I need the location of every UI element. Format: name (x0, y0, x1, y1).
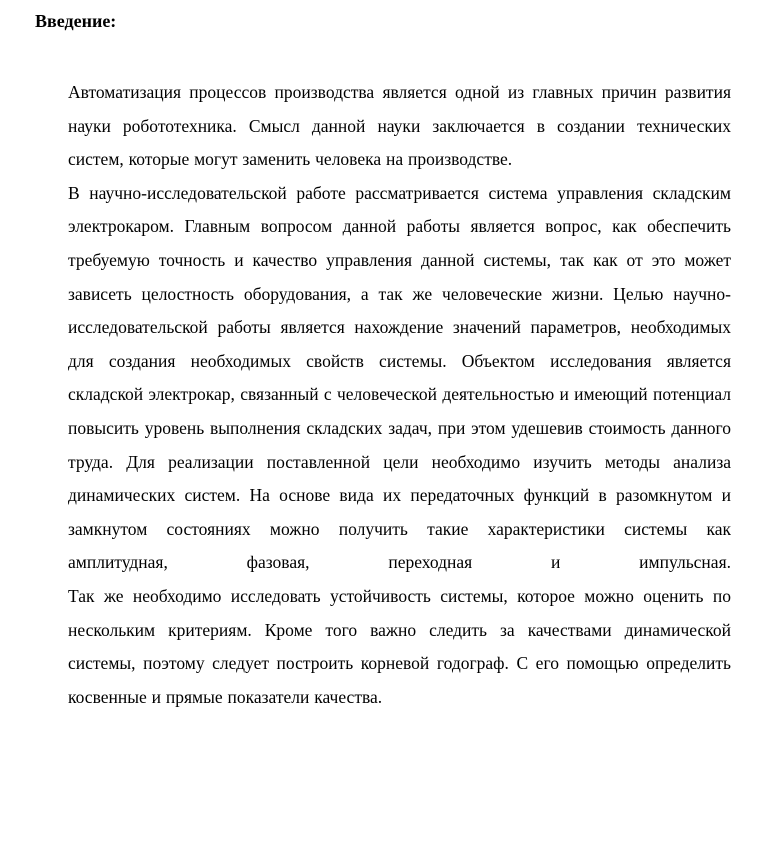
paragraph-intro: Автоматизация процессов производства является одной из главных причин развития науки робототехника. Смысл данной науки заключается в создании технических систем, которые могут заменить человека на производстве. (68, 82, 731, 170)
paragraph-stability: Так же необходимо исследовать устойчивость системы, которое можно оценить по нескольким критериям. Кроме того важно следить за качествами динамической системы, поэтому следует построить корневой годограф. С его помощью определить косвенные и прямые показатели качества. (68, 585, 731, 707)
paragraph-research-overview: В научно-исследовательской работе рассматривается система управления складским электрокаром. Главным вопросом данной работы является вопрос, как обеспечить требуемую точность и качество управления данной системы, так как от это может зависеть целостность оборудования, а так же человеческие жизни. Целью научно-исследовательской работы является нахождение значений параметров, необходимых для создания необходимых свойств системы. Объектом исследования является складской электрокар, связанный с человеческой деятельностью и имеющий потенциал повысить уровень выполнения складских задач, при этом удешевив стоимость данного труда. Для реализации поставленной цели необходимо изучить методы анализа динамических систем. На основе вида их передаточных функций в разомкнутом и замкнутом состояниях можно получить такие характеристики системы как амплитудная, фазовая, переходная и импульсная. (68, 182, 731, 573)
section-heading: Введение: (35, 11, 117, 31)
text-block (68, 76, 731, 714)
